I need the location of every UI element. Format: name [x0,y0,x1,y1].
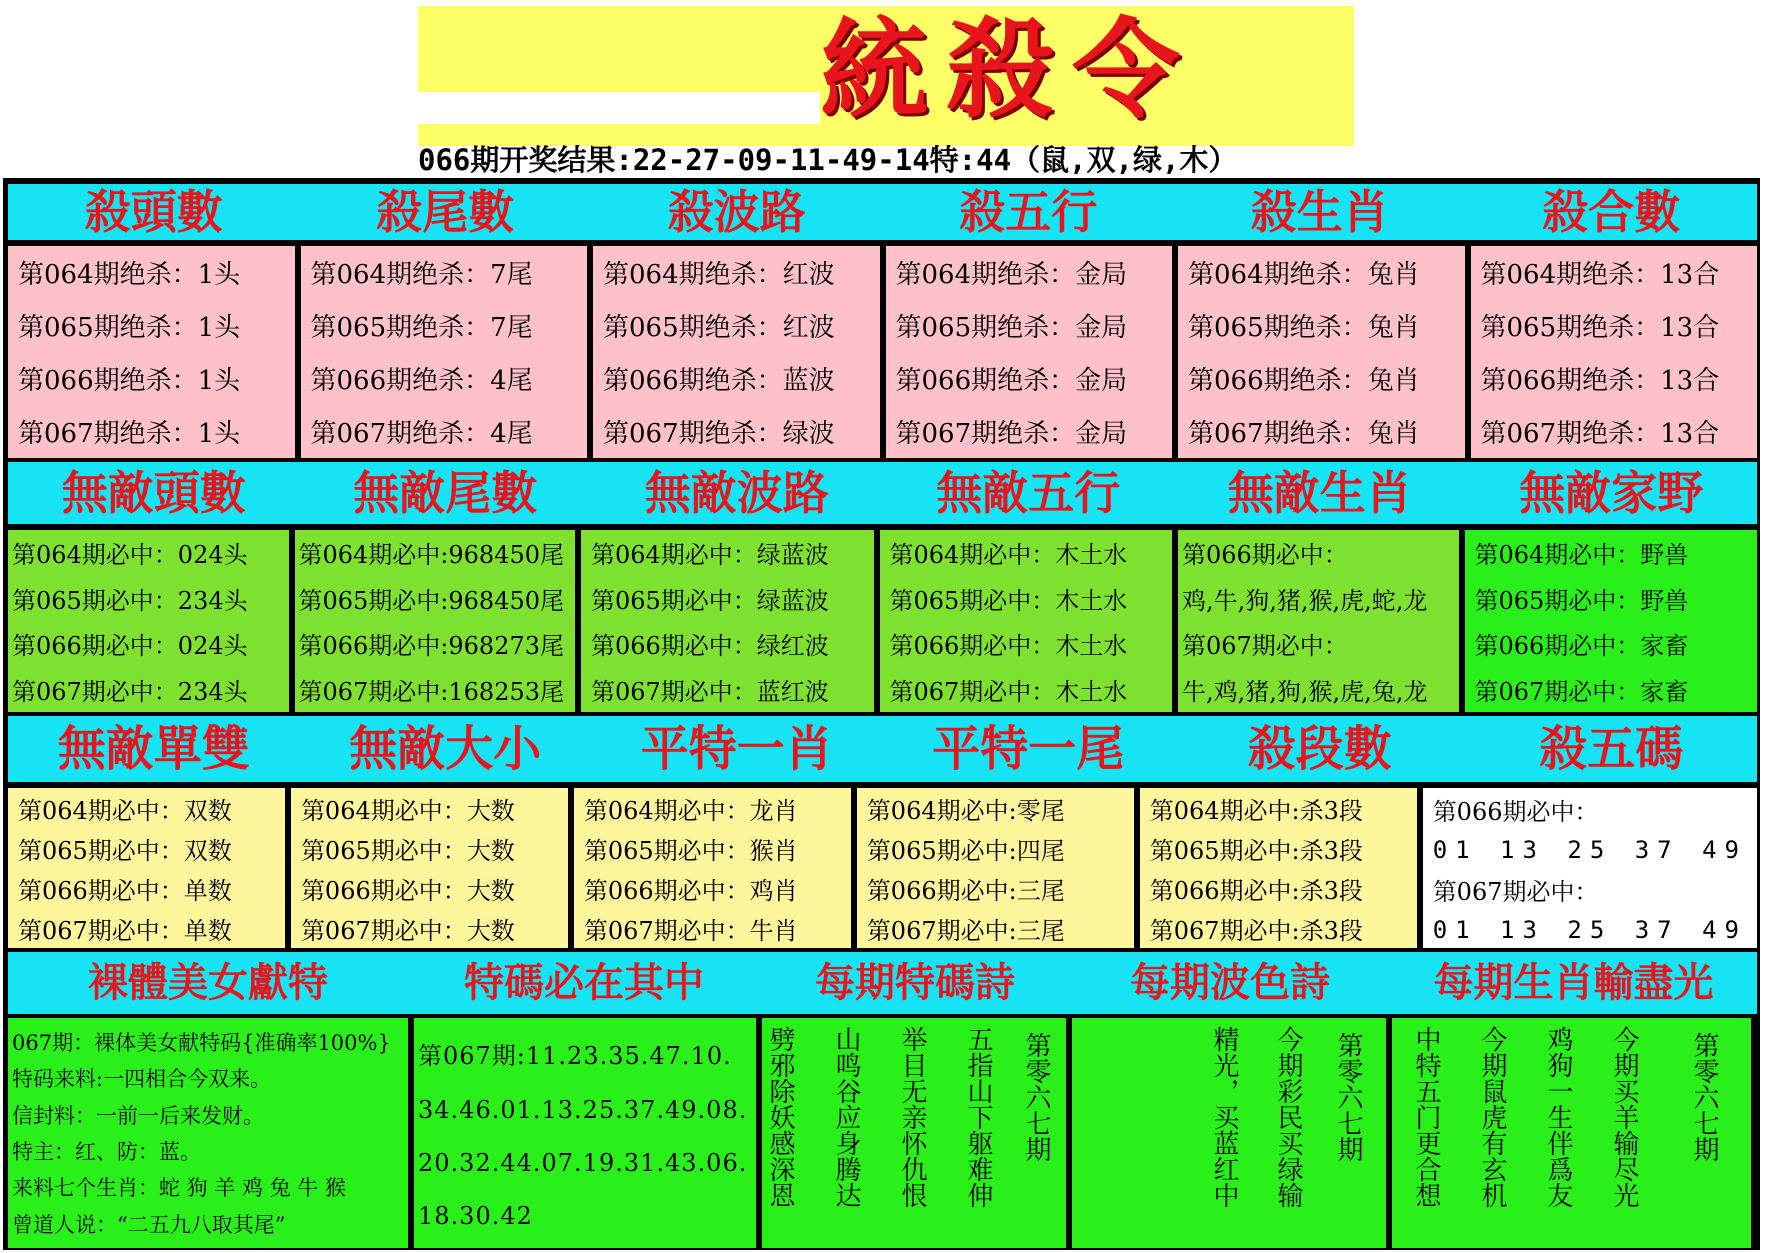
header-kill-zodiac: 殺生肖 [1250,185,1389,239]
header-row-poems [8,952,1757,1014]
draw-result: 066期开奖结果:22-27-09-11-49-14特:44（鼠,双,绿,木） [418,143,1238,177]
header-big-small: 無敵大小 [349,721,542,777]
list-item: 第066期绝杀：兔肖 [1188,366,1420,396]
list-item: 第065期必中：绿蓝波 [591,586,829,615]
list-item: 第065期必中：猴肖 [583,836,798,865]
list-item: 第066期必中：鸡肖 [583,876,798,905]
kill-head-column [8,246,295,458]
kill-sum-column [1471,246,1758,458]
list-item: 第066期绝杀：4尾 [310,366,533,396]
list-item: 34.46.01.13.25.37.49.08. [418,1096,748,1125]
list-item: 第065期绝杀：13合 [1480,313,1720,343]
poem-line: 五指山下躯难伸 [963,1026,993,1208]
list-item: 第067期必中：单数 [18,916,232,945]
list-item: 信封料：一前一后来发财。 [12,1103,264,1128]
header-invincible-head: 無敵頭數 [61,466,246,520]
header-zodiac-lose: 每期生肖輸盡光 [1433,959,1714,1006]
invincible-zodiac-column [1178,530,1459,712]
poem-line: 今期彩民买绿输 [1273,1026,1303,1208]
section-kill [8,246,1757,458]
list-item: 第066期绝杀：蓝波 [603,366,835,396]
list-item: 第064期绝杀：7尾 [310,260,533,290]
list-item: 第066期必中：家畜 [1474,632,1689,661]
list-item: 第067期:11.23.35.47.10. [418,1042,732,1071]
poem-line: 鸡狗一生伴爲友 [1543,1026,1573,1208]
invincible-wave-column [581,530,874,712]
header-invincible-domestic-wild: 無敵家野 [1519,466,1704,520]
list-item: 第065期绝杀：红波 [603,313,835,343]
header-kill-sum: 殺合數 [1542,185,1681,239]
header-kill-tail: 殺尾數 [376,185,515,239]
kill-zodiac-column [1178,246,1465,458]
list-item: 第067期必中：234头 [12,677,248,706]
kill-segment-column [1140,788,1417,948]
list-item: 第065期绝杀：1头 [18,313,241,343]
list-item: 第067期绝杀：1头 [18,419,241,449]
list-item: 第065期必中：木土水 [889,586,1128,615]
header-kill-segment: 殺段數 [1247,721,1392,777]
header-invincible-wave: 無敵波路 [644,466,829,520]
list-item: 第067期必中：大数 [300,916,515,945]
list-item: 第067期绝杀：13合 [1480,419,1720,449]
list-item: 第064期绝杀：金局 [895,260,1128,290]
list-item: 18.30.42 [418,1201,533,1230]
list-item: 第066期必中： [1182,541,1348,570]
list-item: 第067期绝杀：金局 [895,419,1128,449]
kill-element-column [886,246,1173,458]
header-kill-five-numbers: 殺五碼 [1539,721,1684,777]
list-item: 第064期必中:零尾 [866,796,1065,825]
big-small-column [291,788,568,948]
header-invincible-element: 無敵五行 [936,466,1121,520]
poem-line: 山鸣谷应身腾达 [831,1026,861,1208]
invincible-tail-column [295,530,576,712]
list-item: 第064期必中：大数 [300,796,515,825]
list-item: 第066期必中：绿红波 [591,632,829,661]
header-invincible-tail: 無敵尾數 [353,466,538,520]
list-item: 第066期必中:三尾 [866,876,1065,905]
list-item: 第066期必中：大数 [300,876,515,905]
number-row: 01 13 25 37 49 [1432,915,1747,944]
header-kill-element: 殺五行 [959,185,1098,239]
list-item: 第064期必中:杀3段 [1149,796,1363,825]
kill-five-numbers-column [1423,788,1757,948]
poem-period: 第零六七期 [1689,1032,1719,1162]
list-item: 第067期必中：家畜 [1474,677,1689,706]
number-row: 01 13 25 37 49 [1432,835,1747,864]
flat-zodiac-column [574,788,851,948]
header-invincible-zodiac: 無敵生肖 [1227,466,1412,520]
poem-period: 第零六七期 [1021,1032,1051,1162]
list-item: 第065期必中:杀3段 [1149,836,1363,865]
header-special-poem: 每期特碼詩 [815,959,1015,1006]
list-item: 第066期必中：024头 [12,632,248,661]
section-misc [8,788,1757,948]
banner-title: 統殺令 [820,7,1199,133]
list-item: 第064期必中：野兽 [1474,541,1689,570]
list-item: 第066期绝杀：13合 [1480,366,1720,396]
poem-line: 举目无亲怀仇恨 [897,1026,927,1208]
header-row-misc [8,716,1757,782]
list-item: 第065期绝杀：7尾 [310,313,533,343]
header-kill-head: 殺頭數 [84,185,223,239]
list-item: 鸡,牛,狗,猪,猴,虎,蛇,龙 [1182,586,1428,615]
list-item: 第067期必中： [1182,632,1348,661]
header-beauty-special: 裸體美女獻特 [88,959,328,1006]
list-item: 来料七个生肖：蛇 狗 羊 鸡 兔 牛 猴 [12,1176,347,1201]
poem-line: 今期鼠虎有玄机 [1477,1026,1507,1208]
list-item: 第064期绝杀：1头 [18,260,241,290]
list-item: 第067期必中：牛肖 [583,916,798,945]
beauty-special-box [8,1018,408,1248]
poem-line: 中特五门更合想 [1411,1026,1441,1208]
header-kill-wave: 殺波路 [667,185,806,239]
list-item: 第067期必中:三尾 [866,916,1065,945]
list-item: 第065期必中：大数 [300,836,515,865]
list-item: 第064期必中：木土水 [889,541,1128,570]
invincible-domestic-wild-column [1465,530,1758,712]
section-invincible [8,530,1757,712]
zodiac-lose-box [1392,1018,1751,1248]
list-item: 第065期必中：双数 [18,836,232,865]
kill-wave-column [593,246,880,458]
list-item: 第064期必中：024头 [12,541,248,570]
list-item: 第066期必中：单数 [18,876,232,905]
list-item: 第067期绝杀：绿波 [603,419,835,449]
list-item: 第064期必中:968450尾 [298,541,565,570]
list-item: 第065期必中：野兽 [1474,586,1689,615]
list-item: 第067期必中:168253尾 [298,677,565,706]
invincible-element-column [880,530,1173,712]
list-item: 曾道人说：“二五九八取其尾” [12,1212,286,1237]
header-odd-even: 無敵單雙 [57,721,250,777]
header-wave-poem: 每期波色詩 [1130,959,1330,1006]
list-item: 20.32.44.07.19.31.43.06. [418,1148,748,1177]
list-item: 第066期必中： [1432,798,1599,827]
poem-line: 劈邪除妖感深恩 [765,1026,795,1208]
list-item: 特码来料:一四相合今双来。 [12,1067,272,1092]
list-item: 第067期必中：蓝红波 [591,677,829,706]
header-flat-zodiac: 平特一肖 [640,721,833,777]
poem-line: 精光，买蓝红中 [1209,1026,1239,1208]
list-item: 第066期必中：木土水 [889,632,1128,661]
list-item: 第066期必中:968273尾 [298,632,565,661]
list-item: 第064期绝杀：13合 [1480,260,1720,290]
list-item: 第066期绝杀：金局 [895,366,1128,396]
list-item: 第067期必中:杀3段 [1149,916,1363,945]
header-row-invincible [8,462,1757,524]
header-row-kill [8,184,1757,240]
list-item: 第066期必中:杀3段 [1149,876,1363,905]
invincible-head-column [8,530,289,712]
list-item: 牛,鸡,猪,狗,猴,虎,兔,龙 [1182,677,1428,706]
list-item: 067期：裸体美女献特码{准确率100%} [12,1031,391,1056]
list-item: 第064期必中：双数 [18,796,232,825]
list-item: 第065期绝杀：金局 [895,313,1128,343]
poem-period: 第零六七期 [1333,1032,1363,1162]
flat-tail-column [857,788,1134,948]
list-item: 第064期必中：绿蓝波 [591,541,829,570]
list-item: 第065期必中：234头 [12,586,248,615]
odd-even-column [8,788,285,948]
special-numbers-box [414,1018,756,1248]
banner-white-strip [418,92,820,124]
list-item: 第064期必中：龙肖 [583,796,798,825]
list-item: 特主：红、防：蓝。 [12,1140,201,1165]
list-item: 第065期绝杀：兔肖 [1188,313,1420,343]
wave-poem-box [1072,1018,1386,1248]
list-item: 第065期必中:四尾 [866,836,1065,865]
list-item: 第064期绝杀：红波 [603,260,835,290]
list-item: 第066期绝杀：1头 [18,366,241,396]
list-item: 第067期绝杀：4尾 [310,419,533,449]
list-item: 第065期必中:968450尾 [298,586,565,615]
header-flat-tail: 平特一尾 [932,721,1125,777]
poem-line: 今期买羊输尽光 [1609,1026,1639,1208]
kill-tail-column [301,246,588,458]
list-item: 第064期绝杀：兔肖 [1188,260,1420,290]
special-poem-box [762,1018,1066,1248]
section-poems [8,1018,1757,1248]
list-item: 第067期绝杀：兔肖 [1188,419,1420,449]
list-item: 第067期必中： [1432,878,1599,907]
list-item: 第067期必中：木土水 [889,677,1128,706]
header-special-within: 特碼必在其中 [464,959,704,1006]
